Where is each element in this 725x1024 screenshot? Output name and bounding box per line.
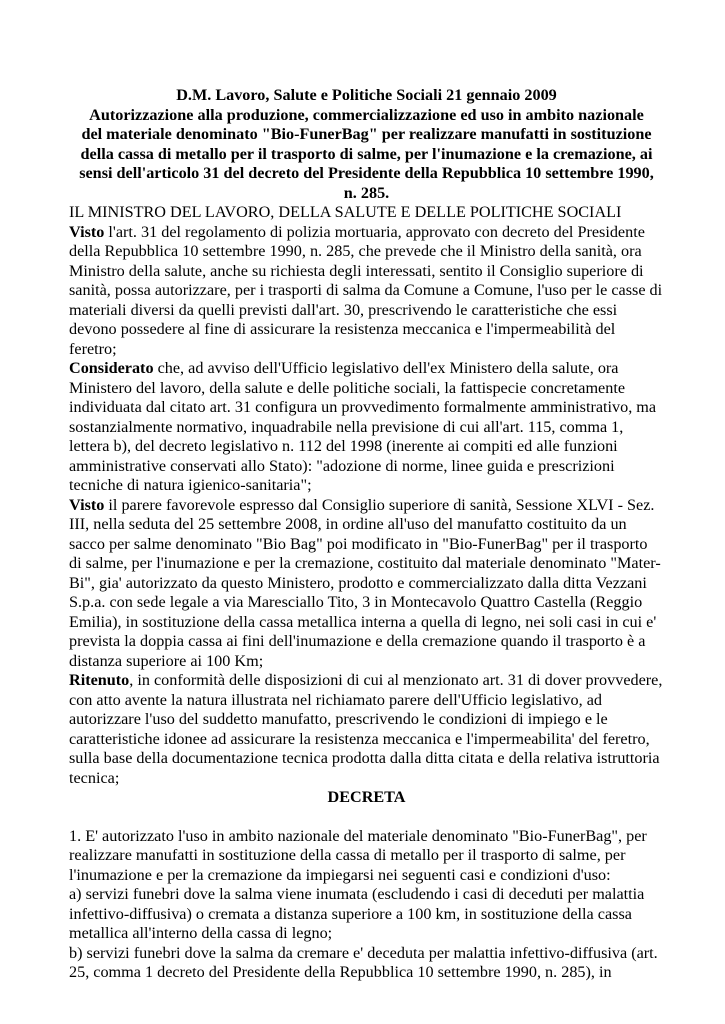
- issuing-authority: IL MINISTRO DEL LAVORO, DELLA SALUTE E DELLE POLITICHE SOCIALI: [69, 203, 622, 221]
- title-line: D.M. Lavoro, Salute e Politiche Sociali 21 gennaio 2009: [176, 86, 557, 104]
- title-line: sensi dell'articolo 31 del decreto del Presidente della Repubblica 10 settembre 1990,: [79, 164, 654, 182]
- title-line: Autorizzazione alla produzione, commercializzazione ed uso in ambito nazionale: [89, 105, 644, 124]
- document-title: [69, 86, 664, 203]
- recital-keyword: Considerato: [69, 359, 154, 377]
- recital-text: che, ad avviso dell'Ufficio legislativo dell'ex Ministero della salute, ora Ministero del lavoro, della salute e delle politiche sociali, la fattispecie concretamente individuata dal citato art. 31 configura un provvedimento formalmente amministrativo, ma sostanzialmente normativo, inquadrabile nella previsione di cui all'art. 115, comma 1, lettera b), del decreto legislativo n. 112 del 1998 (inerente ai compiti ed alle funzioni amministrative conservati allo Stato): "adozione di norme, linee guida e prescrizioni tecniche di natura igienico-sanitaria";: [69, 359, 657, 494]
- title-line: del materiale denominato "Bio-FunerBag" per realizzare manufatti in sostituzione: [81, 125, 652, 143]
- article-paragraph: 1. E' autorizzato l'uso in ambito nazionale del materiale denominato "Bio-FunerBag", per realizzare manufatti in sostituzione della cassa di metallo per il trasporto di salme, per l'inumazione e per la cremazione da impiegarsi nei seguenti casi e condizioni d'uso:: [69, 826, 647, 884]
- recital-keyword: Visto: [69, 495, 105, 514]
- title-line: n. 285.: [343, 183, 390, 202]
- article-item: a) servizi funebri dove la salma viene inumata (escludendo i casi di deceduti per malattia infettivo-diffusiva) o cremata a distanza superiore a 100 km, in sostituzione della cassa metallica all'interno della cassa di legno;: [69, 885, 645, 942]
- recital-text: , in conformità delle disposizioni di cui al menzionato art. 31 di dover provvedere, con atto avente la natura illustrata nel richiamato parere dell'Ufficio legislativo, ad autorizzare l'uso del suddetto manufatto, prescrivendo le condizioni di impiego e le caratteristiche idonee ad assicurare la resistenza meccanica e l'impermeabilita' del feretro, sulla base della documentazione tecnica prodotta dalla ditta citata e della relativa istruttoria tecnica;: [69, 671, 663, 787]
- recital-keyword: Visto: [69, 222, 105, 241]
- recital-text: l'art. 31 del regolamento di polizia mortuaria, approvato con decreto del Presidente della Repubblica 10 settembre 1990, n. 285, che prevede che il Ministro della sanità, ora Ministro della salute, anche su richiesta degli interessati, sentito il Consiglio superiore di sanità, possa autorizzare, per i trasporti di salma da Comune a Comune, l'uso per le casse di materiali diversi da quelli previsti dall'art. 30, prescrivendo le caratteristiche che essi devono possedere al fine di assicurare la resistenza meccanica e l'impermeabilità del feretro;: [69, 222, 663, 358]
- document-page: [69, 86, 664, 983]
- recital-text: il parere favorevole espresso dal Consiglio superiore di sanità, Sessione XLVI - Sez. III, nella seduta del 25 settembre 2008, in ordine all'uso del manufatto costituito da un sacco per salme denominato "Bio Bag" poi modificato in "Bio-FunerBag" per il trasporto di salme, per l'inumazione e per la cremazione, costituito dal materiale denominato "Mater-Bi", gia' autorizzato da questo Ministero, prodotto e commercializzato dalla ditta Vezzani S.p.a. con sede legale a via Maresciallo Tito, 3 in Montecavolo Quattro Castella (Reggio Emilia), in sostituzione della cassa metallica interna a quella di legno, nei soli casi in cui e' prevista la doppia cassa ai fini dell'inumazione e della cremazione quando il trasporto è a distanza superiore ai 100 Km;: [69, 495, 661, 670]
- title-line: della cassa di metallo per il trasporto di salme, per l'inumazione e la cremazione, ai: [80, 144, 653, 163]
- decreta-heading: DECRETA: [327, 788, 406, 806]
- recital-paragraph: [69, 671, 664, 788]
- recital-keyword: Ritenuto: [69, 671, 130, 689]
- recital-paragraph: [69, 496, 664, 672]
- recital-paragraph: [69, 223, 664, 360]
- article-item: b) servizi funebri dove la salma da cremare e' deceduta per malattia infettivo-diffusiva (art. 25, comma 1 decreto del Presidente della Repubblica 10 settembre 1990, n. 285), in: [69, 943, 658, 981]
- recital-paragraph: [69, 359, 664, 496]
